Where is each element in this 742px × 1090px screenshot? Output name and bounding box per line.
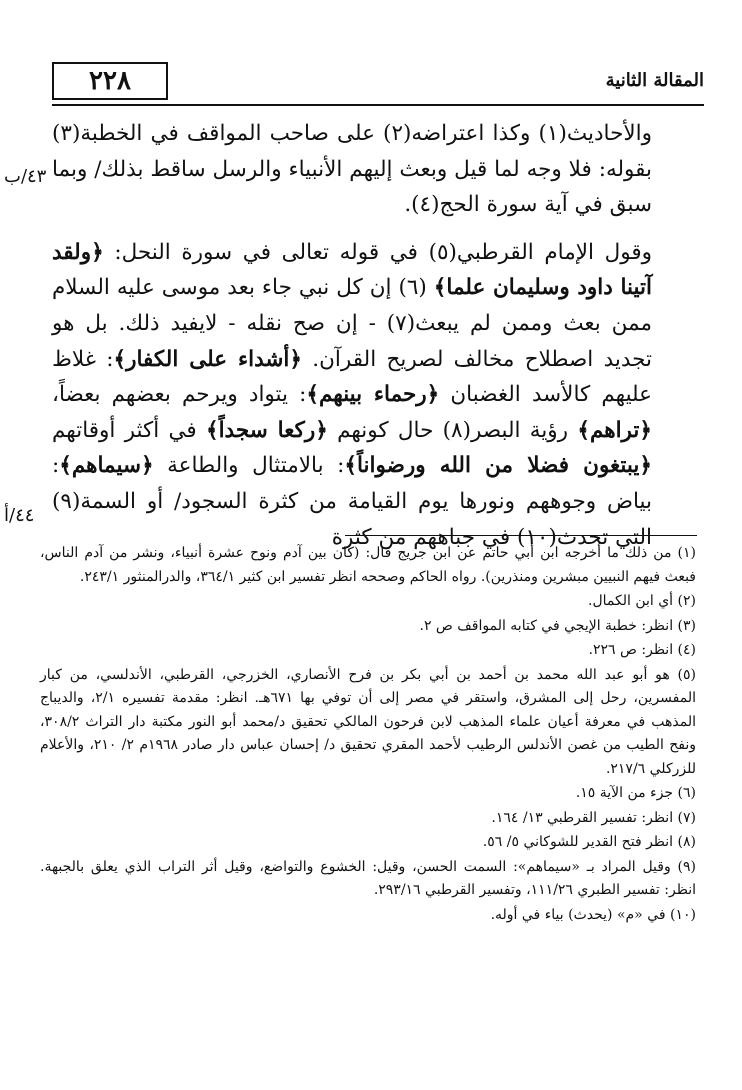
text-segment: : بالامتثال والطاعة bbox=[153, 453, 345, 479]
text-segment: رؤية البصر(٨) حال كونهم bbox=[327, 417, 578, 443]
paragraph-1: والأحاديث(١) وكذا اعتراضه(٢) على صاحب المواقف في الخطبة(٣) بقوله: فلا وجه لما قيل وبعث إليهم الأنبياء والرسل ساقط بذلك/ وبما سبق في آية سورة الحج(٤). bbox=[52, 121, 653, 218]
footnote-6: (٦) جزء من الآية ١٥. bbox=[575, 785, 696, 801]
page-number: ٢٢٨ bbox=[52, 62, 168, 100]
text-segment: في أكثر أوقاتهم bbox=[52, 417, 206, 443]
footnote-3: (٣) انظر: خطبة الإيجي في كتابه المواقف ص ٢. bbox=[419, 617, 696, 634]
text-segment: : بياض وجوههم ونورها يوم القيامة من كثرة السجود/ أو السمة(٩) التي تحدث(١٠) في جباههم من كثرة bbox=[52, 453, 652, 550]
quran-verse: ﴿رحماء بينهم﴾ bbox=[306, 382, 440, 408]
footnote-9: (٩) وقيل المراد بـ «سيماهم»: السمت الحسن، وقيل: الخشوع والتواضع، وقيل أثر التراب الذي يعلق بالجبهة. انظر: تفسير الطبري ١١١/٢٦، وتفسير القرطبي ٢٩٣/١٦. bbox=[40, 858, 696, 898]
quran-verse: ﴿ولقد آتينا داود وسليمان علما﴾ bbox=[52, 239, 652, 301]
text-segment: : يتواد ويرحم بعضهم بعضاً، bbox=[52, 382, 307, 408]
footnote-8: (٨) انظر فتح القدير للشوكاني ٥/ ٥٦. bbox=[482, 834, 696, 850]
footnote-7: (٧) انظر: تفسير القرطبي ١٣/ ١٦٤. bbox=[491, 809, 696, 826]
quran-verse: ﴿أشداء على الكفار﴾ bbox=[113, 346, 303, 372]
footnote-5: (٥) هو أبو عبد الله محمد بن أحمد بن أبي بكر بن فرح الأنصاري، الخزرجي، القرطبي، الأندلسي، من كبار المفسرين، رحل إلى المشرق، واستقر في مصر إلى أن توفي بها ٦٧١هـ. انظر: مقدمة تفسيره ٢/١، والديباج المذهب في معرفة أعيان علماء المذهب لابن فرحون المالكي تحقيق د/محمد أبو النور مكتبة دار التراث ٣٠٨/٢، ونفح الطيب من غصن الأندلس الرطيب لأحمد المقري تحقيق د/ إحسان عباس دار صادر ١٩٦٨م ٢/ ٢١٠، والأعلام للزركلي ٢١٧/٦. bbox=[40, 666, 697, 777]
margin-folio-upper: ٤٣/ب bbox=[4, 166, 47, 187]
header-rule bbox=[52, 104, 704, 106]
footnote-4: (٤) انظر: ص ٢٢٦. bbox=[588, 642, 696, 658]
text-segment: : غلاظ عليهم كالأسد الغضبان bbox=[52, 346, 652, 408]
margin-folio-lower: ٤٤/أ bbox=[4, 505, 35, 526]
footnote-2: (٢) أي ابن الكمال. bbox=[588, 593, 696, 609]
footnote-1: (١) من ذلك ما أخرجه ابن أبي حاتم عن ابن جريج قال: (كان بين آدم ونوح عشرة أنبياء، ونشر من آدم الناس، فبعث فيهم النبيين مبشرين ومنذرين). رواه الحاكم وصححه انظر تفسير ابن كثير ٣٦٤/١، والدرالمنثور ٢٤٣/١. bbox=[40, 545, 696, 585]
footnote-separator bbox=[345, 535, 697, 536]
quran-verse: ﴿ركعا سجداً﴾ bbox=[205, 417, 328, 443]
footnote-10: (١٠) في «م» (يحدث) بياء في أوله. bbox=[490, 906, 696, 923]
paragraph-2 bbox=[52, 235, 652, 555]
quran-verse: ﴿تراهم﴾ bbox=[577, 417, 653, 443]
main-text bbox=[52, 116, 652, 555]
quran-verse: ﴿سيماهم﴾ bbox=[59, 453, 154, 479]
text-segment: وقول الإمام القرطبي(٥) في قوله تعالى في سورة النحل: bbox=[103, 239, 652, 265]
running-title: المقالة الثانية bbox=[605, 70, 704, 91]
quran-verse: ﴿يبتغون فضلا من الله ورضواناً﴾ bbox=[344, 453, 652, 479]
footnotes bbox=[40, 541, 696, 927]
page-header bbox=[52, 58, 704, 110]
text-segment: (٦) إن كل نبي جاء بعد موسى عليه السلام ممن بعث وممن لم يبعث(٧) - إن صح نقله - لايفيد ذلك. بل هو تجديد اصطلاح مخالف لصريح القرآن. bbox=[52, 275, 652, 372]
